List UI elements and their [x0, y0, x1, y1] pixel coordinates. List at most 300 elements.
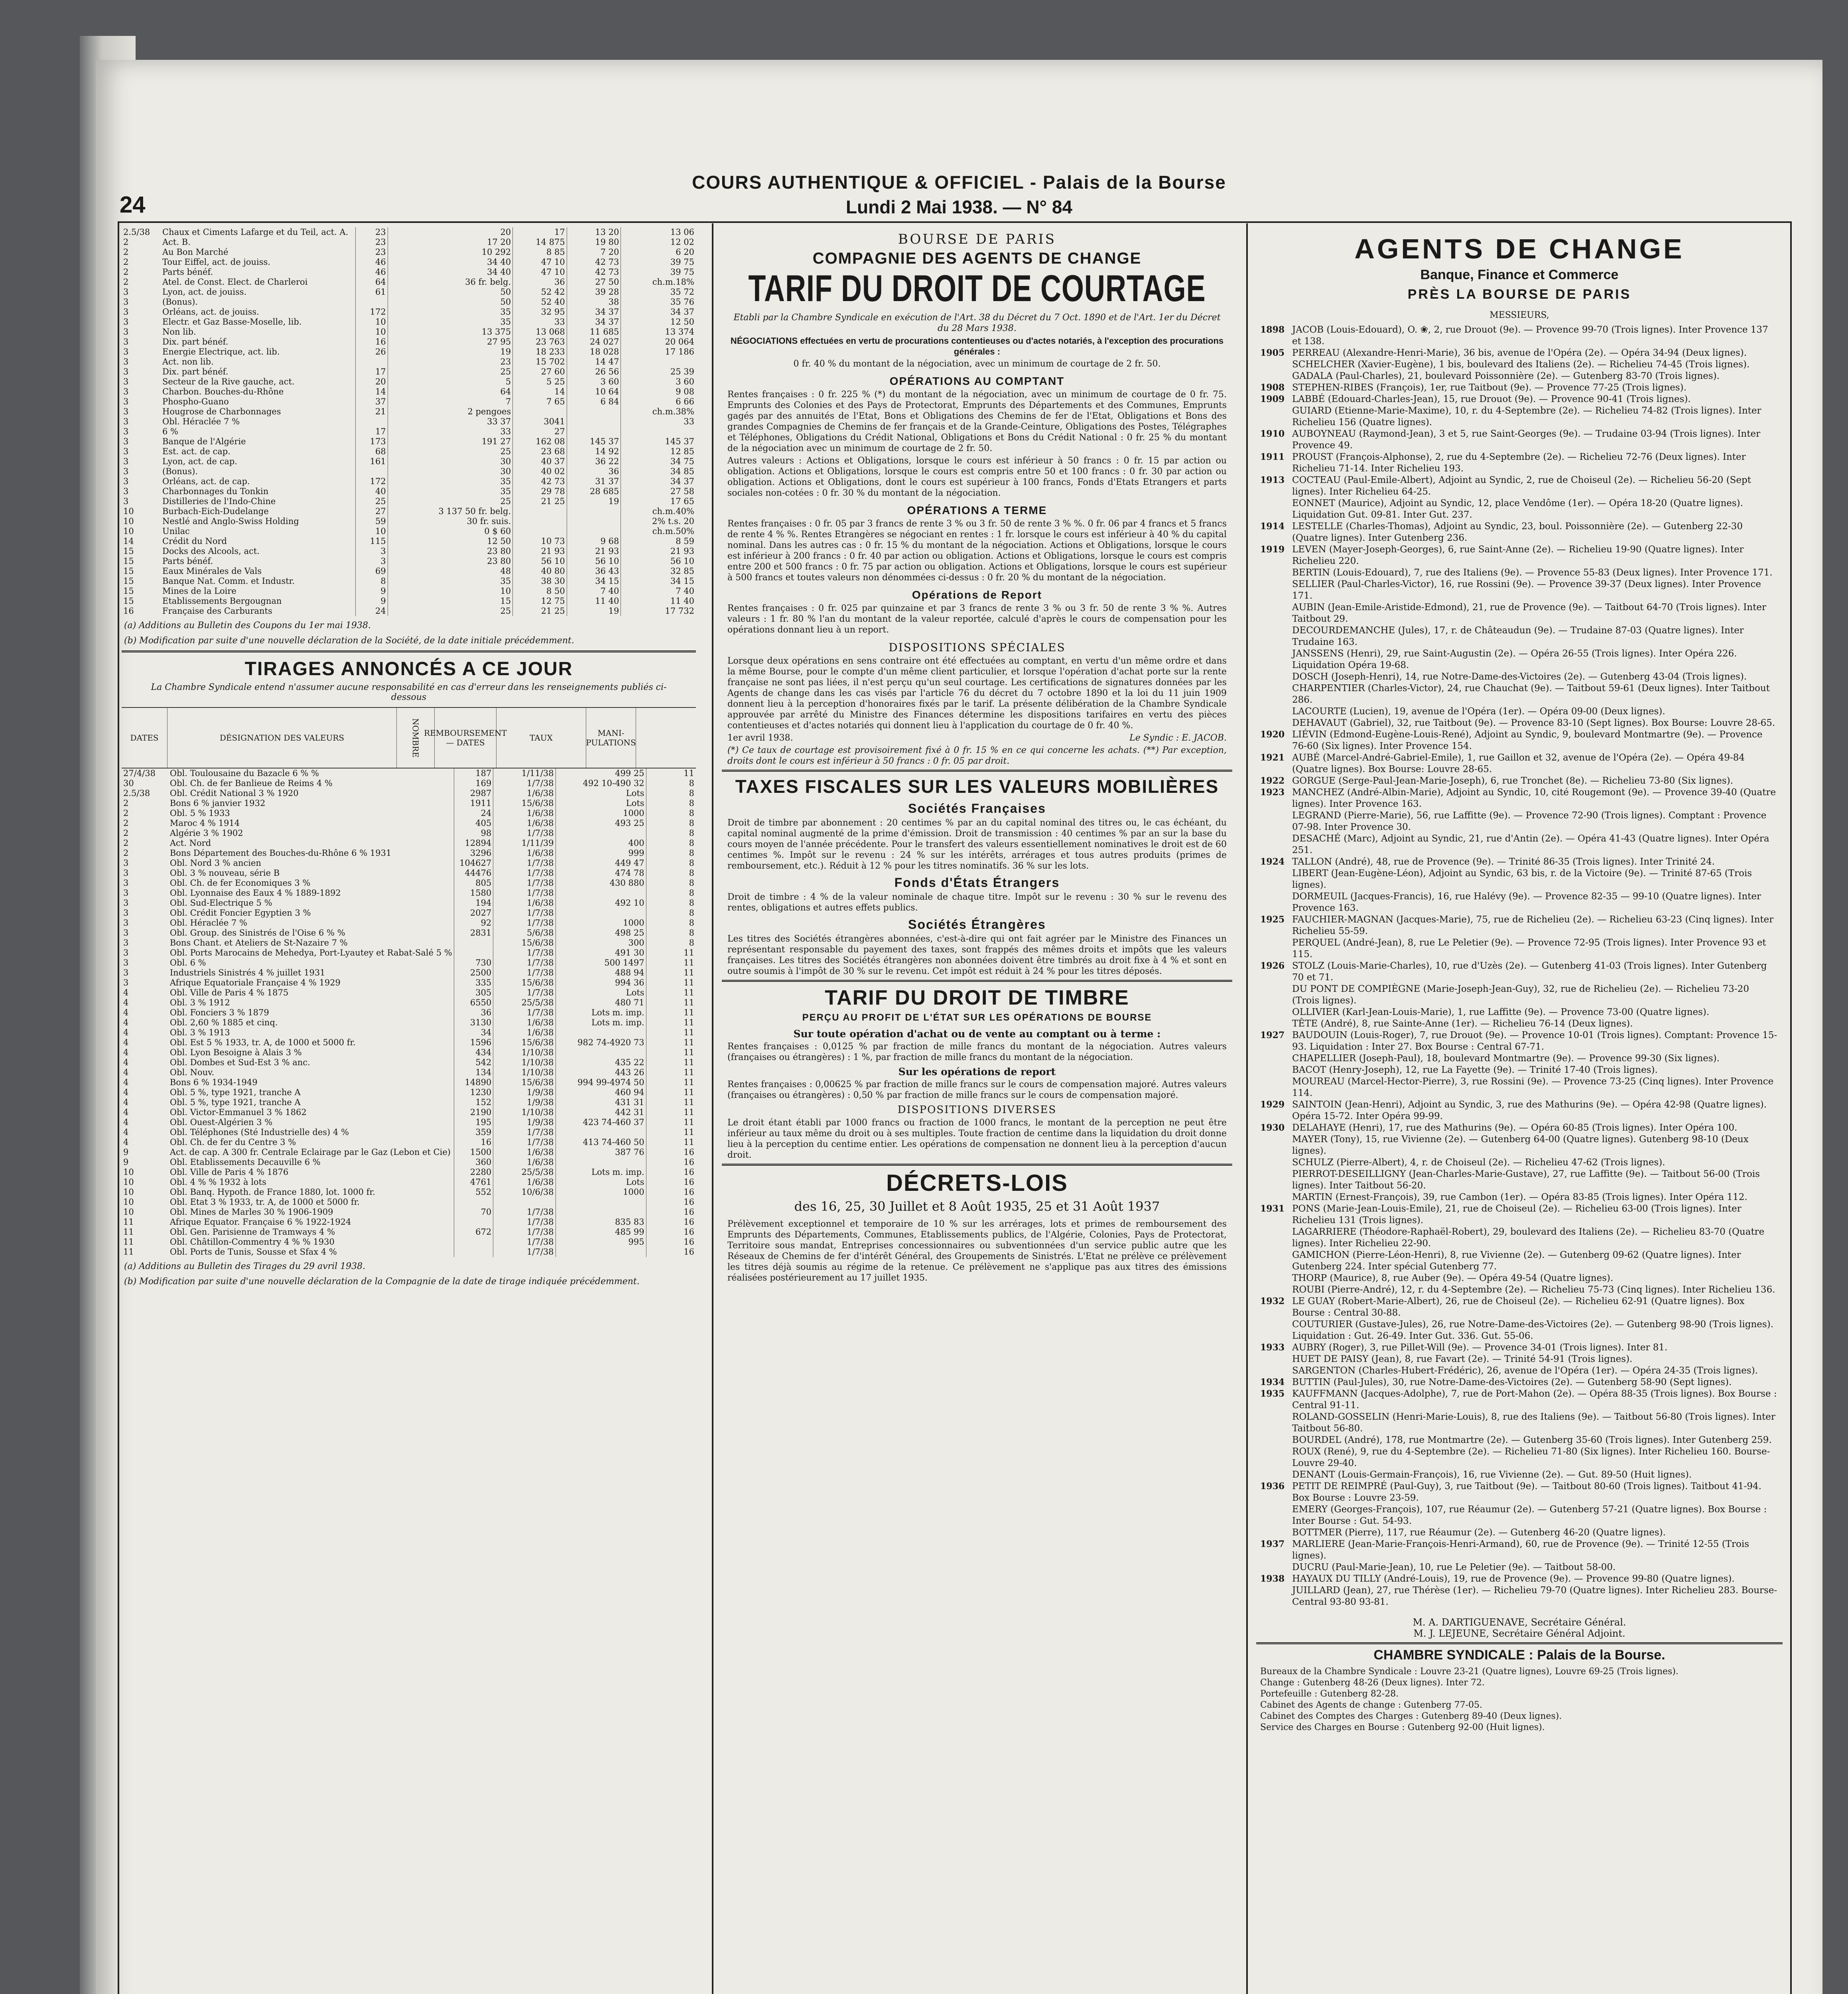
agent-entry — [1260, 1007, 1779, 1018]
tirage-t: 491 30 — [556, 948, 646, 958]
chambre-line: Cabinet des Agents de change : Gutenberg 77-05. — [1260, 1700, 1483, 1710]
coupon-row — [122, 556, 696, 566]
tirage-m: 8 — [646, 848, 696, 858]
coupon-value: 25 39 — [621, 367, 696, 377]
agent-text: LACOURTE (Lucien), 19, avenue de l'Opéra (1er). — Opéra 09-00 (Deux lignes). — [1292, 706, 1665, 717]
agent-entry — [1260, 706, 1779, 717]
tirages-title: TIRAGES ANNONCÉS A CE JOUR — [244, 658, 573, 680]
coupon-date: 10 — [123, 516, 134, 526]
coupon-value: 23 80 — [388, 556, 513, 566]
coupon-designation: Eaux Minérales de Vals — [162, 566, 262, 576]
tirage-des: Obl. Ports Marocains de Mehedya, Port-Lyautey et Rabat-Salé 5 % — [169, 948, 452, 958]
coupon-value: 3 — [356, 546, 388, 556]
coupon-value: 115 — [356, 536, 388, 546]
tirage-d: 1/11/38 — [493, 768, 556, 778]
tirage-n: 169 — [454, 778, 493, 788]
coupon-value: 33 — [388, 427, 513, 437]
tirage-t: 480 71 — [556, 998, 646, 1008]
agent-entry — [1260, 683, 1779, 706]
agent-year — [1260, 1562, 1292, 1573]
coupon-value: 36 — [513, 277, 567, 287]
tirage-des: Obl. 6 % — [169, 958, 206, 967]
coupon-value: 162 08 — [513, 437, 567, 447]
tirage-m: 16 — [646, 1187, 696, 1197]
coupon-row — [122, 407, 696, 417]
agent-year: 1920 — [1260, 729, 1285, 740]
agent-entry — [1260, 810, 1779, 833]
coupon-value: 64 — [356, 277, 388, 287]
tirage-n: 6550 — [454, 998, 493, 1008]
coupon-value: 7 40 — [567, 586, 621, 596]
coupon-date: 15 — [123, 576, 134, 586]
coupon-designation: Obl. Héraclée 7 % — [162, 417, 240, 426]
coupon-value — [567, 407, 621, 417]
tirage-des: Bons 6 % janvier 1932 — [169, 798, 266, 808]
agent-year — [1260, 602, 1292, 625]
agent-year — [1260, 1064, 1292, 1076]
coupon-designation: Mines de la Loire — [162, 586, 236, 596]
timbre-div-text: Le droit étant établi par 1000 francs ou fraction de 1000 francs, le montant de la perception ne peut être inférieur au taux même du droit ou à ses multiples. Toute fraction de centime dans la liquidation du droit donne lieu à la perception du centime entier. Les opérations de compensation ne donnent lieu à la perception d'aucun droit. — [727, 1118, 1227, 1160]
tirage-row — [122, 878, 696, 888]
tirage-des: Obl. Etat 3 % 1933, tr. A, de 1000 et 5000 fr. — [169, 1197, 360, 1207]
agent-text: BOURDEL (André), 178, rue Montmartre (2e). — Gutenberg 35-60 (Trois lignes). Inter Gutenberg 259. — [1292, 1435, 1772, 1445]
agent-entry — [1260, 937, 1779, 960]
tirage-d: 1/7/38 — [493, 1227, 556, 1237]
agent-text: PROUST (François-Alphonse), 2, rue du 4-Septembre (2e). — Richelieu 72-76 (Deux lignes). Inter Richelieu 71-14. Inter Richelieu 193. — [1292, 452, 1746, 474]
coupons-note-b: (b) Modification par suite d'une nouvelle déclaration de la Société, de la date initiale précédemment. — [124, 636, 574, 646]
tirage-row — [122, 1008, 696, 1018]
agent-year — [1260, 1007, 1292, 1018]
chambre-line: Portefeuille : Gutenberg 82-28. — [1260, 1689, 1399, 1699]
tirage-n: 405 — [454, 818, 493, 828]
coupon-value: 6 20 — [621, 247, 696, 257]
coupon-value: ch.m.18% — [621, 277, 696, 287]
coupon-value: 17 20 — [388, 237, 513, 247]
coupon-value: 35 — [388, 576, 513, 586]
tirage-d: 1/6/38 — [493, 818, 556, 828]
divider — [722, 770, 1232, 772]
coupon-date: 15 — [123, 556, 134, 566]
tirage-t — [556, 1127, 646, 1137]
tirage-m: 16 — [646, 1197, 696, 1207]
coupon-value: 68 — [356, 447, 388, 457]
tirage-row — [122, 948, 696, 958]
tirage-t: Lots — [556, 788, 646, 798]
bourse-kicker: BOURSE DE PARIS — [898, 231, 1056, 247]
coupon-value: 40 — [356, 487, 388, 497]
secretary-adjoint: M. J. LEJEUNE, Secrétaire Général Adjoint. — [1413, 1628, 1625, 1639]
agent-entry — [1260, 1469, 1779, 1481]
tirage-date: 4 — [123, 1038, 129, 1047]
coupon-value: 173 — [356, 437, 388, 447]
agent-text: MARTIN (Ernest-François), 39, rue Cambon (1er). — Opéra 83-85 (Trois lignes). Inter Opéra 112. — [1292, 1192, 1748, 1202]
tirage-m: 8 — [646, 898, 696, 908]
tirage-row — [122, 1227, 696, 1237]
agent-year: 1922 — [1260, 776, 1285, 786]
coupon-value: 12 02 — [621, 237, 696, 247]
agent-year — [1260, 1469, 1292, 1481]
tirage-d: 1/7/38 — [493, 1247, 556, 1257]
agent-text: HUET DE PAISY (Jean), 8, rue Favart (2e). — Trinité 54-91 (Trois lignes). — [1292, 1354, 1633, 1364]
coupon-value: 47 10 — [513, 257, 567, 267]
coupon-value: 27 — [356, 506, 388, 516]
taxes-fr-title: Sociétés Françaises — [908, 801, 1046, 816]
tirage-t: 449 47 — [556, 858, 646, 868]
coupon-value: 24 — [356, 606, 388, 616]
coupon-value: 12 50 — [621, 317, 696, 327]
agent-entry — [1260, 1342, 1779, 1354]
agent-year: 1898 — [1260, 325, 1285, 335]
agent-entry — [1260, 833, 1779, 856]
tirage-date: 10 — [123, 1207, 134, 1217]
agent-text: LEVEN (Mayer-Joseph-Georges), 6, rue Saint-Anne (2e). — Richelieu 19-90 (Quatre lignes). Inter Richelieu 220. — [1292, 544, 1744, 566]
tirage-t: Lots m. imp. — [556, 1018, 646, 1028]
agent-entry — [1260, 1284, 1779, 1296]
tirage-date: 3 — [123, 968, 129, 977]
agent-text: DESACHÉ (Marc), Adjoint au Syndic, 21, rue d'Antin (2e). — Opéra 41-43 (Quatre lignes). Inter Opéra 251. — [1292, 833, 1769, 855]
coupon-value: 27 95 — [388, 337, 513, 347]
tirage-des: Obl. 5 % 1933 — [169, 808, 230, 818]
coupon-value — [513, 516, 567, 526]
tirage-des: Obl. Banq. Hypoth. de France 1880, lot. 1000 fr. — [169, 1187, 375, 1197]
tirage-date: 3 — [123, 858, 129, 868]
coupon-row — [122, 516, 696, 526]
coupon-value: 20 — [388, 227, 513, 237]
coupon-row — [122, 487, 696, 497]
agent-year — [1260, 1504, 1292, 1527]
agent-year — [1260, 683, 1292, 706]
coupon-row — [122, 277, 696, 287]
tirage-des: Obl. Ch. de fer du Centre 3 % — [169, 1137, 296, 1147]
tirage-t: 498 25 — [556, 928, 646, 938]
agent-text: JANSSENS (Henri), 29, rue Saint-Augustin (2e). — Opéra 26-55 (Trois lignes). Inter Opéra 226. Liquidation Opéra 19-68. — [1292, 648, 1737, 670]
coupon-value: 33 — [621, 417, 696, 427]
coupon-value: 20 064 — [621, 337, 696, 347]
tirage-des: Afrique Equator. Française 6 % 1922-1924 — [169, 1217, 351, 1227]
agent-text: FAUCHIER-MAGNAN (Jacques-Marie), 75, rue de Richelieu (2e). — Richelieu 63-23 (Cinq lignes). Inter Richelieu 55-59. — [1292, 914, 1774, 936]
decrets-title: DÉCRETS-LOIS — [886, 1170, 1068, 1196]
comptant-text2: Autres valeurs : Actions et Obligations, lorsque le cours est inférieur à 50 francs : 0 fr. 15 par action ou obligation. Actions et Obligations, lorsque le cours est compris entre 50 et 100 francs : 0 fr. 30 par action ou obligation. Actions et Obligations, dont le cours est supérieur à 100 francs, Fonds d'Etats Etrangers et parts sociales non-cotées : 0 fr. 30 % du montant de la négociation. — [727, 456, 1227, 498]
col-remb-dates: REMBOURSEMENT — DATES — [435, 708, 496, 768]
tirage-m: 11 — [646, 1028, 696, 1038]
column-rule-2 — [1246, 223, 1248, 1994]
coupon-date: 3 — [123, 307, 129, 317]
tirage-m: 16 — [646, 1227, 696, 1237]
tirage-d: 1/7/38 — [493, 948, 556, 958]
tirage-d: 1/7/38 — [493, 1008, 556, 1018]
tirage-m: 11 — [646, 1127, 696, 1137]
coupon-value: ch.m.40% — [621, 506, 696, 516]
tirage-des: Obl. Ouest-Algérien 3 % — [169, 1117, 273, 1127]
tirage-t: Lots m. imp. — [556, 1167, 646, 1177]
agent-text: MOUREAU (Marcel-Hector-Pierre), 3, rue Rossini (9e). — Provence 73-25 (Cinq lignes). Inter Provence 114. — [1292, 1076, 1774, 1098]
tirage-n: 2190 — [454, 1107, 493, 1117]
coupon-value: 11 40 — [567, 596, 621, 606]
tirage-n: 552 — [454, 1187, 493, 1197]
coupon-value: 46 — [356, 267, 388, 277]
coupon-value: 10 292 — [388, 247, 513, 257]
agent-text: DELAHAYE (Henri), 17, rue des Mathurins (9e). — Opéra 60-85 (Trois lignes). Inter Opéra 100. — [1292, 1123, 1738, 1133]
coupon-value: 35 76 — [621, 297, 696, 307]
agent-text: LESTELLE (Charles-Thomas), Adjoint au Syndic, 23, boul. Poissonnière (2e). — Gutenberg 22-30 (Quatre lignes). Inter Gutenberg 236. — [1292, 521, 1743, 543]
tirage-des: Obl. Nord 3 % ancien — [169, 858, 261, 868]
taxes-etr-title: Fonds d'États Étrangers — [894, 875, 1060, 890]
agent-text: DECOURDEMANCHE (Jules), 17, r. de Châteaudun (9e). — Trudaine 87-03 (Quatre lignes). Inter Trudaine 163. — [1292, 625, 1744, 647]
tirage-date: 9 — [123, 1157, 129, 1167]
coupon-value: 12 75 — [513, 596, 567, 606]
agent-year — [1260, 1284, 1292, 1296]
coupon-value: 9 — [356, 586, 388, 596]
taxes-soc-title: Sociétés Étrangères — [908, 917, 1046, 932]
agent-entry — [1260, 625, 1779, 648]
coupon-date: 3 — [123, 487, 129, 496]
agent-entry — [1260, 1168, 1779, 1192]
coupon-designation: Hougrose de Charbonnages — [162, 407, 281, 416]
agent-entry — [1260, 1319, 1779, 1342]
agent-entry — [1260, 1064, 1779, 1076]
coupon-value: 61 — [356, 287, 388, 297]
tirage-t: 474 78 — [556, 868, 646, 878]
agent-year — [1260, 1527, 1292, 1539]
tirage-n: 2280 — [454, 1167, 493, 1177]
agent-text: AUBIN (Jean-Emile-Aristide-Edmond), 21, rue de Provence (9e). — Taitbout 64-70 (Trois lignes). Inter Taitbout 29. — [1292, 602, 1766, 624]
agent-year: 1929 — [1260, 1099, 1285, 1110]
tirage-date: 2 — [123, 808, 129, 818]
coupon-value: 172 — [356, 477, 388, 487]
agent-entry — [1260, 914, 1779, 937]
agent-year — [1260, 671, 1292, 683]
coupon-designation: Dix. part bénéf. — [162, 367, 229, 376]
coupon-value: 19 80 — [567, 237, 621, 247]
agent-year — [1260, 1365, 1292, 1377]
coupon-date: 3 — [123, 317, 129, 327]
agent-year — [1260, 370, 1292, 382]
coupon-value: 35 — [388, 477, 513, 487]
chambre-lines — [1260, 1666, 1779, 1733]
tirage-d: 1/9/38 — [493, 1088, 556, 1097]
agent-text: STEPHEN-RIBES (François), 1er, rue Taitbout (9e). — Provence 77-25 (Trois lignes). — [1292, 382, 1686, 393]
tirage-n: 3130 — [454, 1018, 493, 1028]
agent-year — [1260, 1446, 1292, 1469]
tirage-row — [122, 1088, 696, 1097]
coupon-date: 3 — [123, 457, 129, 466]
coupon-value — [513, 506, 567, 516]
coupon-value: 5 — [388, 377, 513, 387]
coupon-value: 33 — [513, 317, 567, 327]
tirage-date: 4 — [123, 1107, 129, 1117]
tirage-t — [556, 1207, 646, 1217]
tirage-date: 3 — [123, 978, 129, 987]
coupon-value: 32 95 — [513, 307, 567, 317]
tirage-date: 4 — [123, 988, 129, 997]
coupon-value: 23 — [356, 227, 388, 237]
tirage-d: 1/7/38 — [493, 968, 556, 978]
coupon-row — [122, 546, 696, 556]
coupon-value — [513, 526, 567, 536]
page-header — [96, 171, 1822, 218]
agent-entry — [1260, 1481, 1779, 1504]
tirage-d: 1/10/38 — [493, 1068, 556, 1078]
taxes-etr-text: Droit de timbre : 4 % de la valeur nominale de chaque titre. Impôt sur le revenu : 30 % sur le revenu des rentes, obligations et autres effets publics. — [727, 892, 1227, 913]
coupon-value: 21 25 — [513, 497, 567, 506]
tirage-m: 11 — [646, 958, 696, 968]
tirage-row — [122, 998, 696, 1008]
tirage-n: 34 — [454, 1028, 493, 1038]
tirage-n: 187 — [454, 768, 493, 778]
coupons-note-a: (a) Additions au Bulletin des Coupons du 1er mai 1938. — [124, 621, 371, 631]
coupon-value: 17 65 — [621, 497, 696, 506]
taxes-title: TAXES FISCALES SUR LES VALEURS MOBILIÈRES — [735, 776, 1219, 797]
agent-text: SCHULZ (Pierre-Albert), 4, r. de Choiseul (2e). — Richelieu 47-62 (Trois lignes). — [1292, 1157, 1665, 1168]
agent-entry — [1260, 775, 1779, 787]
publication-title: COURS AUTHENTIQUE & OFFICIEL - Palais de la Bourse — [692, 172, 1226, 193]
coupon-value: 12 85 — [621, 447, 696, 457]
agent-year — [1260, 1192, 1292, 1203]
tirage-des: Bons Chant. et Ateliers de St-Nazaire 7 % — [169, 938, 348, 948]
coupon-value: 10 — [356, 526, 388, 536]
coupon-value: 3 60 — [567, 377, 621, 387]
coupon-value: 17 — [356, 367, 388, 377]
tirage-des: Obl. Châtillon-Commentry 4 % % 1930 — [169, 1237, 335, 1247]
coupon-row — [122, 307, 696, 317]
tirage-t: 1000 — [556, 808, 646, 818]
agent-year — [1260, 625, 1292, 648]
tirage-date: 2 — [123, 828, 129, 838]
tirage-m: 8 — [646, 888, 696, 898]
coupon-value: 23 763 — [513, 337, 567, 347]
coupon-designation: Tour Eiffel, act. de jouiss. — [162, 257, 270, 267]
tirage-row — [122, 848, 696, 858]
tirage-row — [122, 1107, 696, 1117]
coupon-date: 3 — [123, 347, 129, 357]
coupon-date: 3 — [123, 377, 129, 386]
agent-entry — [1260, 868, 1779, 891]
coupon-value: 3 — [356, 556, 388, 566]
tirage-n: 542 — [454, 1058, 493, 1068]
agent-year: 1937 — [1260, 1539, 1285, 1549]
agent-text: SAINTOIN (Jean-Henri), Adjoint au Syndic, 3, rue des Mathurins (9e). — Opéra 42-98 (Quatre lignes). Opéra 15-72. Inter Opéra 99-99. — [1292, 1099, 1767, 1121]
coupon-value: 8 59 — [621, 536, 696, 546]
agent-text: STOLZ (Louis-Marie-Charles), 10, rue d'Uzès (2e). — Gutenberg 41-03 (Trois lignes). Inter Gutenberg 70 et 71. — [1292, 961, 1767, 983]
agent-year — [1260, 891, 1292, 914]
agent-text: DEHAVAUT (Gabriel), 32, rue Taitbout (9e). — Provence 83-10 (Sept lignes). Box Bourse: Louvre 28-65. — [1292, 718, 1775, 728]
coupon-designation: Unilac — [162, 526, 190, 536]
tirage-row — [122, 1177, 696, 1187]
agent-entry — [1260, 1434, 1779, 1446]
coupon-designation: Etablissements Bergougnan — [162, 596, 282, 606]
agent-year: 1932 — [1260, 1296, 1285, 1306]
tirage-n: 672 — [454, 1227, 493, 1237]
tirage-date: 4 — [123, 1058, 129, 1067]
tirage-row — [122, 918, 696, 928]
agent-entry — [1260, 1539, 1779, 1562]
tirage-t: 300 — [556, 938, 646, 948]
tirage-t: 982 74-4920 73 — [556, 1038, 646, 1048]
agent-text: SARGENTON (Charles-Hubert-Frédéric), 26, avenue de l'Opéra (1er). — Opéra 24-35 (Trois lignes). — [1292, 1365, 1758, 1376]
tirage-n: 305 — [454, 988, 493, 998]
tirage-t — [556, 1197, 646, 1207]
tirage-date: 2.5/38 — [123, 788, 150, 798]
agent-year — [1260, 1168, 1292, 1192]
agent-text: TALLON (André), 48, rue de Provence (9e). — Trinité 86-35 (Trois lignes). Inter Trinité 24. — [1292, 857, 1715, 867]
tirage-d: 15/6/38 — [493, 938, 556, 948]
coupon-value: 38 — [567, 297, 621, 307]
agent-year — [1260, 1354, 1292, 1365]
tirage-date: 4 — [123, 1008, 129, 1017]
agent-entry — [1260, 1585, 1779, 1608]
chambre-line: Change : Gutenberg 48-26 (Deux lignes). Inter 72. — [1260, 1678, 1485, 1688]
tirage-row — [122, 1157, 696, 1167]
tirage-row — [122, 1187, 696, 1197]
coupon-value: 34 85 — [621, 467, 696, 477]
tirage-n: 152 — [454, 1097, 493, 1107]
agent-year — [1260, 1319, 1292, 1342]
tirage-m: 16 — [646, 1177, 696, 1187]
agent-year — [1260, 717, 1292, 729]
tirage-des: Obl. 5 %, type 1921, tranche A — [169, 1097, 301, 1107]
coupon-date: 3 — [123, 387, 129, 396]
coupon-value: 10 73 — [513, 536, 567, 546]
coupon-date: 2 — [123, 237, 129, 247]
agent-year: 1927 — [1260, 1030, 1285, 1040]
tirage-t: 413 74-460 50 — [556, 1137, 646, 1147]
tirage-n: 36 — [454, 1008, 493, 1018]
tirage-row — [122, 868, 696, 878]
agents-subtitle2: PRÈS LA BOURSE DE PARIS — [1407, 287, 1631, 302]
tirage-row — [122, 988, 696, 998]
coupon-row — [122, 606, 696, 616]
coupon-value — [356, 357, 388, 367]
coupon-value: 3 60 — [621, 377, 696, 387]
tirage-n: 14890 — [454, 1078, 493, 1088]
coupon-value: 34 75 — [621, 457, 696, 467]
coupon-value: 27 60 — [513, 367, 567, 377]
coupon-row — [122, 467, 696, 477]
coupon-value: 59 — [356, 516, 388, 526]
tirage-n: 1230 — [454, 1088, 493, 1097]
coupon-row — [122, 427, 696, 437]
tirage-des: Obl. Ville de Paris 4 % 1876 — [169, 1167, 289, 1177]
agent-year: 1914 — [1260, 521, 1285, 532]
tirage-d: 1/7/38 — [493, 888, 556, 898]
tirage-date: 4 — [123, 1048, 129, 1057]
tirage-n: 70 — [454, 1207, 493, 1217]
tirage-n: 3296 — [454, 848, 493, 858]
tirage-n: 98 — [454, 828, 493, 838]
coupon-value — [567, 526, 621, 536]
coupon-value: 11 40 — [621, 596, 696, 606]
coupon-date: 3 — [123, 437, 129, 446]
coupon-designation: Banque de l'Algérie — [162, 437, 246, 446]
coupon-value: 34 37 — [621, 477, 696, 487]
agent-entry — [1260, 405, 1779, 428]
coupon-value: 69 — [356, 566, 388, 576]
agent-entry — [1260, 1018, 1779, 1030]
coupon-designation: Orléans, act. de cap. — [162, 477, 250, 486]
coupon-value: 46 — [356, 257, 388, 267]
coupon-date: 3 — [123, 427, 129, 436]
tirage-m: 16 — [646, 1207, 696, 1217]
coupon-value — [567, 427, 621, 437]
tirage-m: 11 — [646, 1137, 696, 1147]
agent-text: GADALA (Paul-Charles), 21, boulevard Poissonnière (2e). — Gutenberg 83-70 (Trois lignes). — [1292, 371, 1720, 381]
agent-year: 1933 — [1260, 1342, 1285, 1353]
agent-entry — [1260, 787, 1779, 810]
agent-year: 1908 — [1260, 382, 1285, 393]
agent-year — [1260, 1249, 1292, 1273]
tirage-des: Obl. Lyon Besoigne à Alais 3 % — [169, 1048, 302, 1057]
tirage-row — [122, 1217, 696, 1227]
